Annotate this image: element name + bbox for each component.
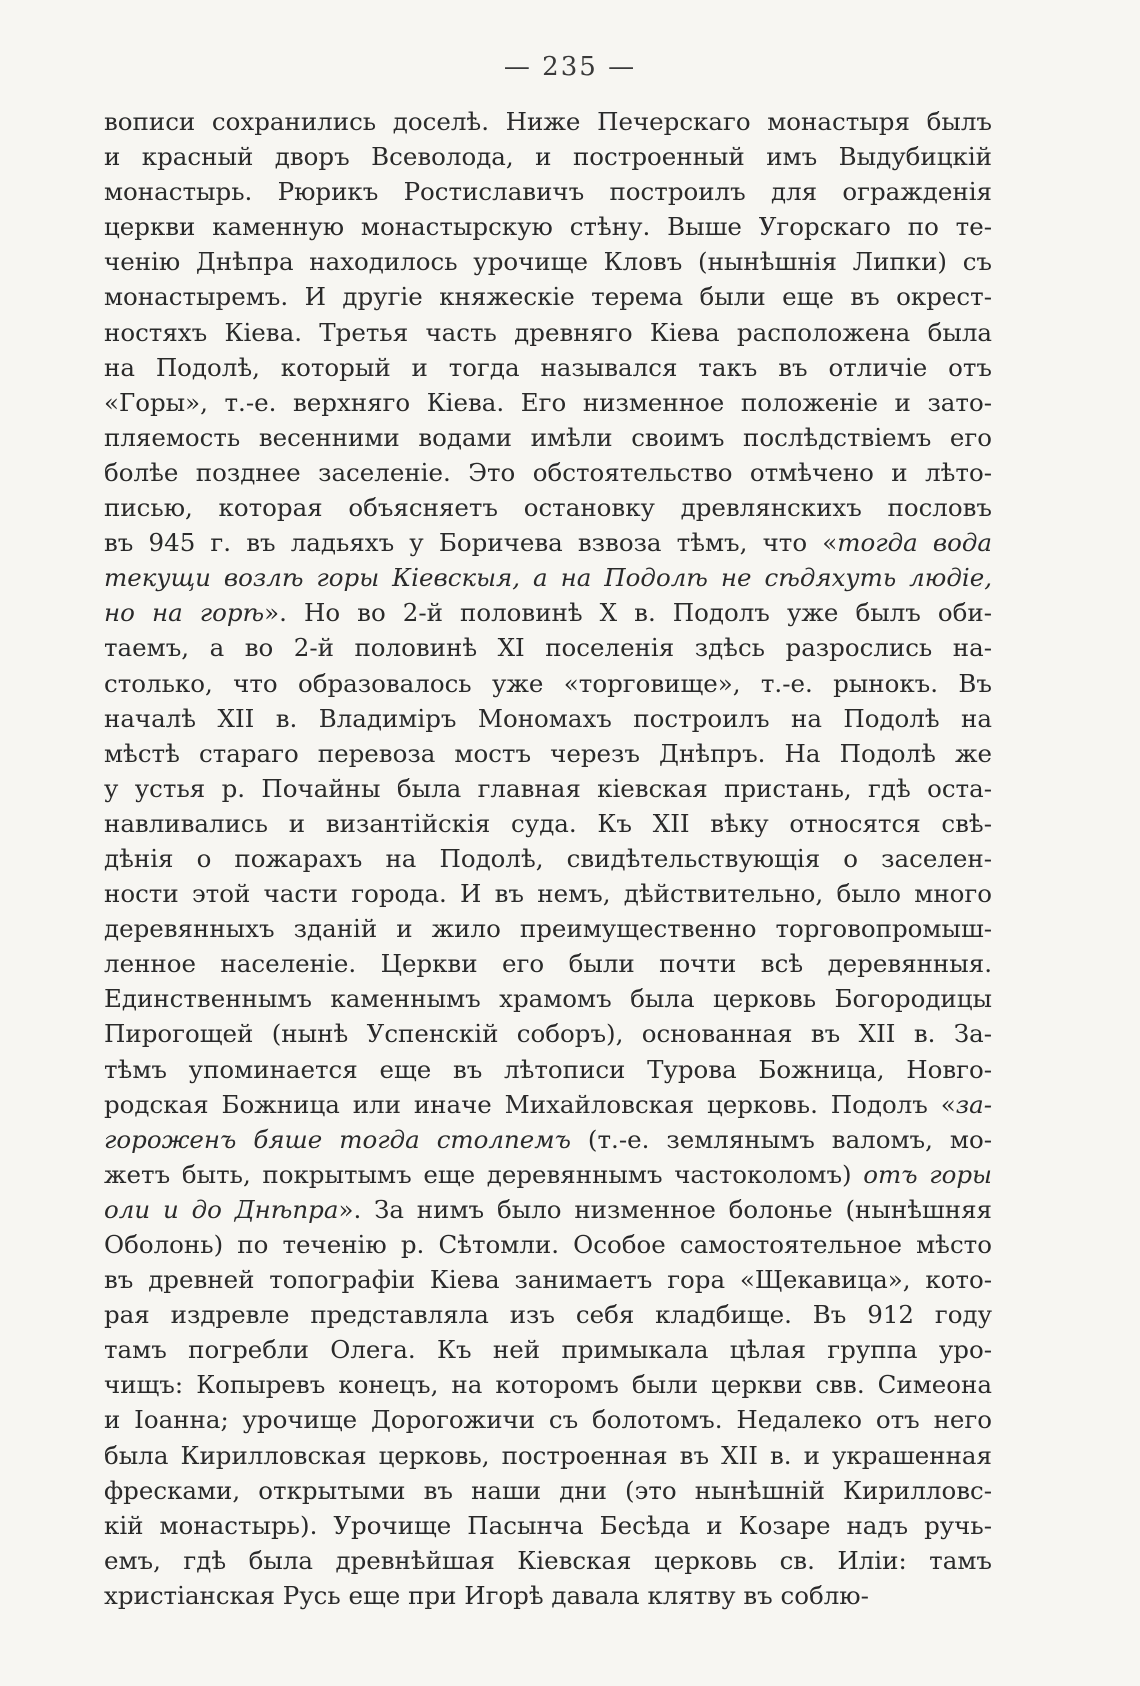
text-line	[104, 1227, 992, 1262]
text-segment: тѣмъ упоминается еще въ лѣтописи Турова Божница, Новго-	[104, 1054, 992, 1084]
text-line	[104, 1157, 992, 1192]
text-line	[104, 630, 992, 665]
text-line	[104, 350, 992, 385]
text-line	[104, 1367, 992, 1402]
italic-quote-segment: тогда вода	[837, 528, 992, 558]
text-segment: фресками, открытыми въ наши дни (это нынѣшній Кирилловс-	[104, 1475, 992, 1505]
text-line	[104, 1578, 992, 1613]
text-line	[104, 1438, 992, 1473]
text-segment: дѣнія о пожарахъ на Подолѣ, свидѣтельствующія о заселен-	[104, 843, 992, 873]
text-line	[104, 174, 992, 209]
text-line	[104, 736, 992, 771]
body-text	[104, 104, 992, 1613]
text-segment: ностяхъ Кіева. Третья часть древняго Кіева расположена была	[104, 317, 992, 347]
text-segment: церкви каменную монастырскую стѣну. Выше Угорскаго по те-	[104, 212, 992, 242]
text-segment: болѣе позднее заселеніе. Это обстоятельство отмѣчено и лѣто-	[104, 457, 992, 487]
text-line	[104, 806, 992, 841]
text-line	[104, 490, 992, 525]
text-line	[104, 1122, 992, 1157]
text-segment: Единственнымъ каменнымъ храмомъ была церковь Богородицы	[104, 984, 992, 1014]
italic-quote-segment: гороженъ бяше тогда столпемъ	[104, 1124, 571, 1154]
text-segment: Пирогощей (нынѣ Успенскій соборъ), основанная въ XII в. За-	[104, 1019, 992, 1049]
text-segment: (т.-е. землянымъ валомъ, мо-	[570, 1124, 992, 1154]
text-line	[104, 911, 992, 946]
text-segment: «Горы», т.-е. верхняго Кіева. Его низменное положеніе и зато-	[104, 387, 992, 417]
text-segment: писью, которая объясняетъ остановку древлянскихъ пословъ	[104, 493, 992, 523]
text-line	[104, 981, 992, 1016]
text-segment: была Кирилловская церковь, построенная въ XII в. и украшенная	[104, 1440, 992, 1470]
text-line	[104, 244, 992, 279]
text-segment: емъ, гдѣ была древнѣйшая Кіевская церковь св. Иліи: тамъ	[104, 1545, 992, 1575]
text-segment: началѣ XII в. Владиміръ Мономахъ построилъ на Подолѣ на	[104, 703, 992, 733]
text-line	[104, 1052, 992, 1087]
text-segment: и Іоанна; урочище Дорогожичи съ болотомъ. Недалеко отъ него	[104, 1405, 992, 1435]
page-number: — 235 —	[503, 52, 637, 82]
text-segment: ченію Днѣпра находилось урочище Кловъ (нынѣшнія Липки) съ	[104, 247, 992, 277]
text-segment: ленное населеніе. Церкви его были почти всѣ деревянныя.	[104, 949, 992, 979]
text-segment: пляемость весенними водами имѣли своимъ послѣдствіемъ его	[104, 422, 992, 452]
italic-quote-segment: отъ горы	[863, 1159, 992, 1189]
text-line	[104, 385, 992, 420]
text-line	[104, 701, 992, 736]
text-segment: навливались и византійскія суда. Къ XII вѣку относятся свѣ-	[104, 808, 992, 838]
text-segment: монастыремъ. И другіе княжескіе терема были еще въ окрест-	[104, 282, 992, 312]
text-segment: вописи сохранились доселѣ. Ниже Печерскаго монастыря былъ	[104, 107, 992, 136]
text-line	[104, 1402, 992, 1437]
italic-quote-segment: но на горѣ	[104, 598, 265, 628]
text-line	[104, 1297, 992, 1332]
italic-quote-segment: текущи возлѣ горы Кіевскыя, а на Подолѣ не сѣдяхуть людіе,	[104, 563, 992, 593]
text-segment: на Подолѣ, который и тогда назывался такъ въ отличіе отъ	[104, 352, 992, 382]
text-segment: ности этой части города. И въ немъ, дѣйствительно, было много	[104, 879, 992, 909]
text-line	[104, 1332, 992, 1367]
text-segment: мѣстѣ стараго перевоза мостъ черезъ Днѣпръ. На Подолѣ же	[104, 738, 992, 768]
text-segment: деревянныхъ зданій и жило преимущественно торговопромыш-	[104, 914, 992, 944]
text-line	[104, 946, 992, 981]
text-line	[104, 1543, 992, 1578]
text-line	[104, 525, 992, 560]
text-line	[104, 139, 992, 174]
text-line	[104, 771, 992, 806]
text-line	[104, 1508, 992, 1543]
text-segment: монастырь. Рюрикъ Ростиславичъ построилъ для огражденія	[104, 177, 992, 207]
text-segment: тамъ погребли Олега. Къ ней примыкала цѣлая группа уро-	[104, 1335, 992, 1365]
text-segment: и красный дворъ Всеволода, и построенный имъ Выдубицкій	[104, 142, 992, 172]
text-segment: таемъ, а во 2-й половинѣ XI поселенія здѣсь разрослись на-	[104, 633, 992, 663]
text-segment: ». За нимъ было низменное болонье (нынѣшняя	[338, 1194, 992, 1224]
text-segment: въ 945 г. въ ладьяхъ у Боричева взвоза тѣмъ, что «	[104, 528, 838, 558]
text-line	[104, 560, 992, 595]
text-segment: христіанская Русь еще при Игорѣ давала клятву въ соблю-	[104, 1580, 869, 1610]
text-segment: у устья р. Почайны была главная кіевская пристань, гдѣ оста-	[104, 773, 992, 803]
italic-quote-segment: за-	[955, 1089, 992, 1119]
text-line	[104, 841, 992, 876]
text-segment: Оболонь) по теченію р. Сѣтомли. Особое самостоятельное мѣсто	[104, 1230, 992, 1259]
text-line	[104, 104, 992, 139]
text-segment: въ древней топографіи Кіева занимаетъ гора «Щекавица», кото-	[104, 1265, 992, 1295]
text-segment: рая издревле представляла изъ себя кладбище. Въ 912 году	[104, 1300, 992, 1330]
text-line	[104, 1087, 992, 1122]
text-segment: жетъ быть, покрытымъ еще деревяннымъ частоколомъ)	[104, 1159, 864, 1189]
text-line	[104, 876, 992, 911]
text-line	[104, 595, 992, 630]
text-line	[104, 1016, 992, 1051]
text-segment: кій монастырь). Урочище Пасынча Бесѣда и Козаре надъ ручь-	[104, 1510, 992, 1540]
text-segment: родская Божница или иначе Михайловская церковь. Подолъ «	[104, 1089, 956, 1119]
text-line	[104, 209, 992, 244]
text-line	[104, 455, 992, 490]
text-line	[104, 279, 992, 314]
italic-quote-segment: оли и до Днѣпра	[104, 1194, 339, 1224]
text-segment: чищъ: Копыревъ конецъ, на которомъ были церкви свв. Симеона	[104, 1370, 992, 1400]
text-segment: столько, что образовалось уже «торговище», т.-е. рынокъ. Въ	[104, 668, 992, 698]
text-line	[104, 1262, 992, 1297]
text-line	[104, 420, 992, 455]
text-line	[104, 1192, 992, 1227]
text-line	[104, 1473, 992, 1508]
text-segment: ». Но во 2-й половинѣ X в. Подолъ уже былъ оби-	[264, 598, 992, 628]
text-line	[104, 666, 992, 701]
text-line	[104, 315, 992, 350]
